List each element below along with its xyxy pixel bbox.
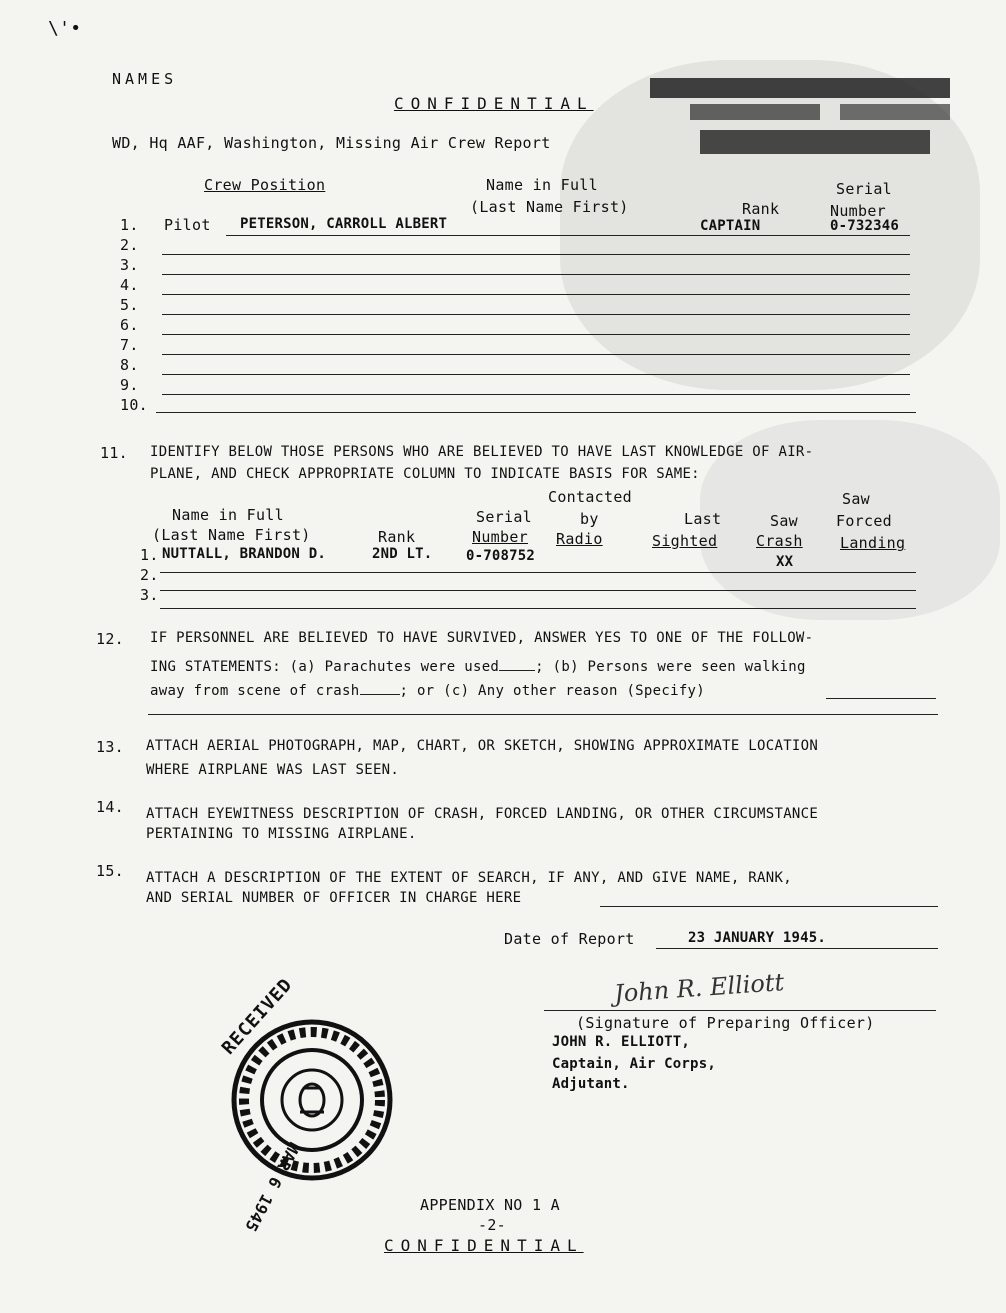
item11-col-name-sub: (Last Name First) (152, 526, 311, 544)
redaction-block (690, 104, 820, 120)
crew-row-num: 10. (120, 396, 148, 414)
crew-col-serial: Serial (836, 180, 892, 198)
crew-col-position: Crew Position (204, 176, 326, 194)
item12-num: 12. (96, 630, 124, 648)
item11-col-serial-sub: Number (472, 528, 528, 546)
item13-num: 13. (96, 738, 124, 756)
crew-row-position: Pilot (164, 216, 211, 234)
crew-row-num: 4. (120, 276, 139, 294)
item11-col-landing: Landing (840, 534, 906, 552)
crew-row-line (226, 235, 910, 236)
crew-row-num: 8. (120, 356, 139, 374)
crew-row-line (162, 294, 910, 295)
item15-num: 15. (96, 862, 124, 880)
crew-row-line (156, 412, 916, 413)
witness-row-num: 3. (140, 586, 159, 604)
item13-text-1: ATTACH AERIAL PHOTOGRAPH, MAP, CHART, OR SKETCH, SHOWING APPROXIMATE LOCATION (146, 738, 819, 754)
crew-row-line (162, 374, 910, 375)
crew-row-num: 9. (120, 376, 139, 394)
report-title: WD, Hq AAF, Washington, Missing Air Crew Report (112, 134, 551, 152)
item11-col-rank: Rank (378, 528, 416, 546)
crew-row-line (162, 274, 910, 275)
crew-row-rank: CAPTAIN (700, 218, 761, 234)
item12-line (148, 714, 938, 715)
item15-line (600, 906, 938, 907)
date-of-report-value: 23 JANUARY 1945. (688, 930, 827, 946)
date-of-report-label: Date of Report (504, 930, 635, 948)
item14-text-2: PERTAINING TO MISSING AIRPLANE. (146, 826, 417, 842)
item11-col-saw-2: Saw (842, 490, 870, 508)
appendix-label: APPENDIX NO 1 A (420, 1196, 560, 1214)
item12-blank-b (360, 680, 400, 695)
witness-row-line (160, 590, 916, 591)
redaction-block (840, 104, 950, 120)
item12-text-2b: ; (b) Persons were seen walking (535, 659, 806, 675)
crew-col-serial-sub: Number (830, 202, 886, 220)
witness-row-line (160, 608, 916, 609)
witness-row-line (160, 572, 916, 573)
item12-line-2 (150, 656, 806, 675)
officer-name: JOHN R. ELLIOTT, (552, 1034, 691, 1050)
classification-top: CONFIDENTIAL (394, 94, 594, 113)
item11-col-name: Name in Full (172, 506, 284, 524)
witness-row-rank: 2ND LT. (372, 546, 433, 562)
crew-row-line (162, 394, 910, 395)
witness-row-num: 2. (140, 566, 159, 584)
crew-row-num: 2. (120, 236, 139, 254)
crew-col-name: Name in Full (486, 176, 598, 194)
item15-text-2: AND SERIAL NUMBER OF OFFICER IN CHARGE HERE (146, 890, 522, 906)
crew-row-serial: 0-732346 (830, 218, 900, 234)
item14-text-1: ATTACH EYEWITNESS DESCRIPTION OF CRASH, FORCED LANDING, OR OTHER CIRCUMSTANCE (146, 806, 819, 822)
crew-row-num: 1. (120, 216, 139, 234)
crew-col-name-sub: (Last Name First) (470, 198, 629, 216)
witness-crash-mark: XX (776, 554, 794, 570)
item11-num: 11. (100, 444, 128, 462)
item12-line-3 (150, 680, 705, 699)
item12-text-3b: ; or (c) Any other reason (Specify) (399, 683, 706, 699)
crew-row-num: 5. (120, 296, 139, 314)
stamp-received: RECEIVED (217, 974, 297, 1059)
crew-row-num: 6. (120, 316, 139, 334)
item11-col-crash: Crash (756, 532, 803, 550)
item11-text-2: PLANE, AND CHECK APPROPRIATE COLUMN TO INDICATE BASIS FOR SAME: (150, 466, 700, 482)
item13-text-2: WHERE AIRPLANE WAS LAST SEEN. (146, 762, 400, 778)
redaction-block (650, 78, 950, 98)
item11-col-sighted: Sighted (652, 532, 718, 550)
witness-row-name: NUTTALL, BRANDON D. (162, 546, 326, 562)
corner-marks: \'• (48, 18, 82, 39)
crew-row-line (162, 354, 910, 355)
witness-row-serial: 0-708752 (466, 548, 536, 564)
item12-specify-line (826, 698, 936, 699)
item11-col-saw: Saw (770, 512, 798, 530)
item12-text-1: IF PERSONNEL ARE BELIEVED TO HAVE SURVIVED, ANSWER YES TO ONE OF THE FOLLOW- (150, 630, 814, 646)
crew-row-num: 3. (120, 256, 139, 274)
page-number: -2- (478, 1216, 506, 1234)
crew-row-num: 7. (120, 336, 139, 354)
item11-col-contacted: Contacted (548, 488, 632, 506)
item11-text-1: IDENTIFY BELOW THOSE PERSONS WHO ARE BELIEVED TO HAVE LAST KNOWLEDGE OF AIR- (150, 444, 814, 460)
item12-blank-a (499, 656, 535, 671)
item14-num: 14. (96, 798, 124, 816)
officer-role: Adjutant. (552, 1076, 630, 1092)
signature-line (544, 1010, 936, 1011)
crew-row-name: PETERSON, CARROLL ALBERT (240, 216, 448, 232)
file-code: NAMES (112, 70, 178, 88)
crew-row-line (162, 254, 910, 255)
item11-col-radio: Radio (556, 530, 603, 548)
officer-signature: John R. Elliott (613, 968, 786, 1008)
item12-text-3a: away from scene of crash (150, 683, 360, 699)
item12-text-2a: ING STATEMENTS: (a) Parachutes were used (150, 659, 500, 675)
witness-row-num: 1. (140, 546, 159, 564)
item11-col-last: Last (684, 510, 722, 528)
crew-row-line (162, 334, 910, 335)
redaction-block (700, 130, 930, 154)
item15-text-1: ATTACH A DESCRIPTION OF THE EXTENT OF SEARCH, IF ANY, AND GIVE NAME, RANK, (146, 870, 792, 886)
classification-bottom: CONFIDENTIAL (384, 1236, 584, 1255)
signature-label: (Signature of Preparing Officer) (576, 1014, 875, 1032)
date-line (656, 948, 938, 949)
crew-row-line (162, 314, 910, 315)
stamp-date: MAR 6 1945 (241, 1139, 304, 1235)
officer-rank: Captain, Air Corps, (552, 1056, 716, 1072)
item11-col-contacted-by: by (580, 510, 599, 528)
item11-col-serial: Serial (476, 508, 532, 526)
item11-col-forced: Forced (836, 512, 892, 530)
crew-col-rank: Rank (742, 200, 780, 218)
